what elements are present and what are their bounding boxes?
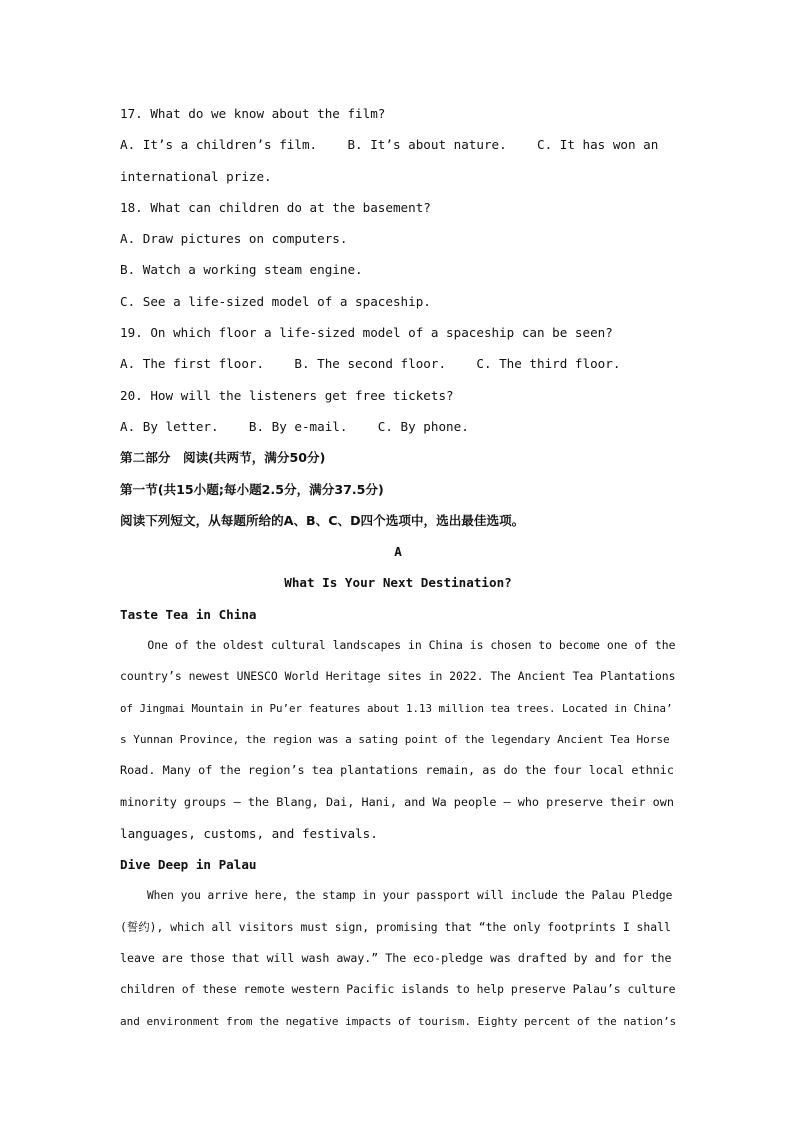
- question-18-option-b: B. Watch a working steam engine.: [120, 262, 363, 278]
- paragraph-line: children of these remote western Pacific islands to help preserve Palau’s culture: [120, 982, 676, 997]
- paragraph-line: (誓约), which all visitors must sign, promising that “the only footprints I shall: [120, 919, 671, 934]
- question-18-option-c: C. See a life-sized model of a spaceship.: [120, 293, 431, 309]
- passage-letter: A: [394, 544, 402, 560]
- part-title: 第二部分 阅读(共两节，满分50分): [120, 450, 326, 466]
- paragraph-line: s Yunnan Province, the region was a sating point of the legendary Ancient Tea Horse: [120, 732, 670, 746]
- question-17-options-cont: international prize.: [120, 168, 272, 184]
- paragraph-line: leave are those that will wash away.” The eco-pledge was drafted by and for the: [120, 951, 672, 966]
- sub-section-title: 第一节(共15小题;每小题2.5分，满分37.5分): [120, 481, 384, 497]
- document-page: [120, 98, 676, 1037]
- paragraph-line: country’s newest UNESCO World Heritage sites in 2022. The Ancient Tea Plantations: [120, 669, 676, 684]
- paragraph-line: Road. Many of the region’s tea plantations remain, as do the four local ethnic: [120, 763, 674, 778]
- question-18-stem: 18. What can children do at the basement?: [120, 199, 431, 215]
- question-17-stem: 17. What do we know about the film?: [120, 106, 386, 121]
- question-19-stem: 19. On which floor a life-sized model of a spaceship can be seen?: [120, 325, 613, 341]
- paragraph-line: minority groups — the Blang, Dai, Hani, and Wa people — who preserve their own: [120, 794, 674, 809]
- paragraph-line: and environment from the negative impacts of tourism. Eighty percent of the nation’s: [120, 1014, 676, 1028]
- question-18-option-a: A. Draw pictures on computers.: [120, 231, 348, 247]
- question-20-options: A. By letter. B. By e-mail. C. By phone.: [120, 418, 469, 434]
- question-19-options: A. The first floor. B. The second floor. C. The third floor.: [120, 356, 621, 372]
- section-heading-china: Taste Tea in China: [120, 606, 257, 622]
- question-17-options: A. It’s a children’s film. B. It’s about nature. C. It has won an: [120, 137, 659, 153]
- paragraph-line: One of the oldest cultural landscapes in China is chosen to become one of the: [120, 638, 676, 653]
- reading-instruction: 阅读下列短文，从每题所给的A、B、C、D四个选项中，选出最佳选项。: [120, 512, 525, 528]
- section-heading-palau: Dive Deep in Palau: [120, 857, 257, 873]
- question-20-stem: 20. How will the listeners get free tickets?: [120, 387, 454, 403]
- paragraph-line: When you arrive here, the stamp in your passport will include the Palau Pledge: [120, 889, 673, 903]
- paragraph-line: languages, customs, and festivals.: [120, 825, 378, 841]
- passage-title: What Is Your Next Destination?: [284, 575, 512, 591]
- paragraph-line: of Jingmai Mountain in Pu’er features about 1.13 million tea trees. Located in China’: [120, 701, 673, 715]
